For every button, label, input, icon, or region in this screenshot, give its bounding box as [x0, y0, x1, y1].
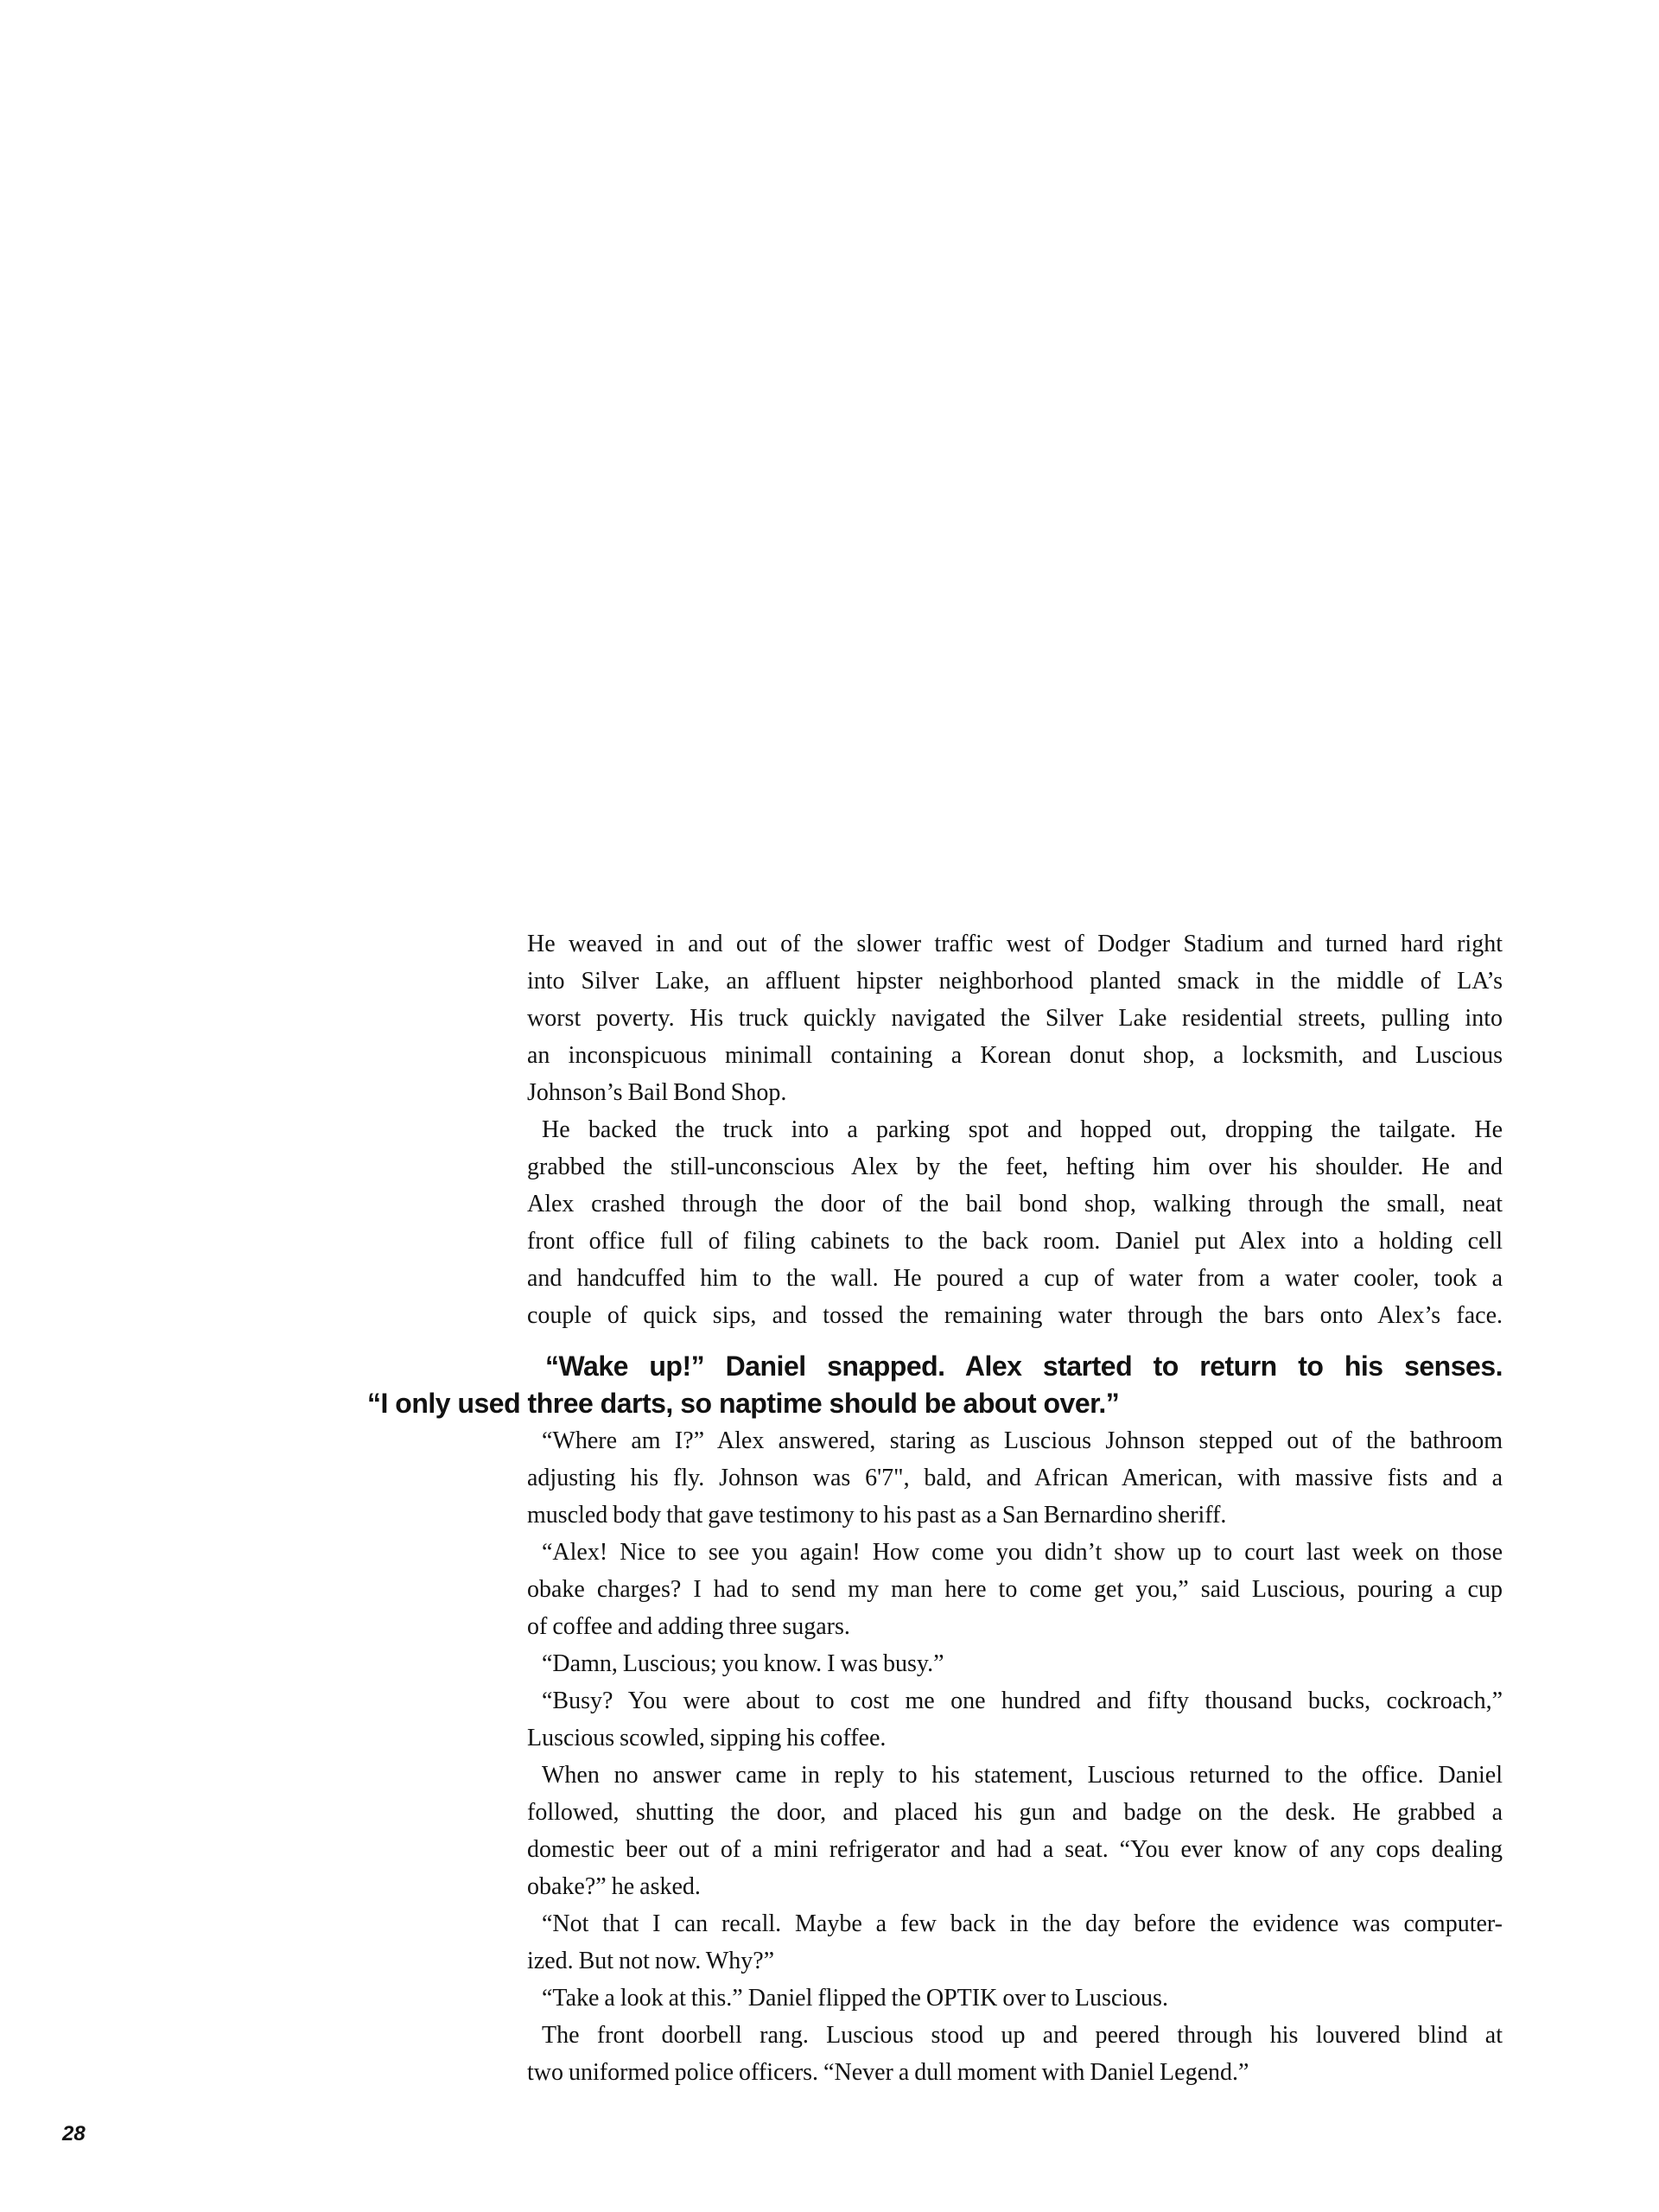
emphasized-text-line: “I only used three darts, so naptime should be about over.” [367, 1388, 1120, 1419]
text-line: Alex crashed through the door of the bail bond shop, walking through the small, neat [527, 1191, 1503, 1217]
text-line: and handcuffed him to the wall. He poured a cup of water from a water cooler, took a [527, 1265, 1503, 1292]
body-text-block [367, 925, 1503, 2091]
text-line: Luscious scowled, sipping his coffee. [527, 1725, 887, 1751]
text-line: obake?” he asked. [527, 1873, 701, 1900]
text-line: muscled body that gave testimony to his past as a San Bernardino sheriff. [527, 1502, 1227, 1529]
text-line: “Alex! Nice to see you again! How come you didn’t show up to court last week on those [542, 1539, 1503, 1566]
text-line: an inconspicuous minimall containing a Korean donut shop, a locksmith, and Luscious [527, 1042, 1503, 1069]
text-line: into Silver Lake, an affluent hipster neighborhood planted smack in the middle of LA’s [527, 968, 1503, 995]
text-line: couple of quick sips, and tossed the remaining water through the bars onto Alex’s face. [527, 1302, 1503, 1329]
text-line: “Take a look at this.” Daniel flipped the OPTIK over to Luscious. [542, 1985, 1168, 2012]
text-line: front office full of filing cabinets to the back room. Daniel put Alex into a holding cell [527, 1228, 1503, 1255]
text-line: “Damn, Luscious; you know. I was busy.” [542, 1650, 944, 1677]
text-line: worst poverty. His truck quickly navigated the Silver Lake residential streets, pulling into [527, 1005, 1503, 1032]
page-number: 28 [62, 2122, 86, 2145]
text-line: The front doorbell rang. Luscious stood up and peered through his louvered blind at [542, 2022, 1503, 2049]
text-line: grabbed the still-unconscious Alex by the feet, hefting him over his shoulder. He and [527, 1154, 1503, 1180]
text-line: ized. But not now. Why?” [527, 1948, 775, 1974]
text-line: of coffee and adding three sugars. [527, 1613, 850, 1640]
text-line: He backed the truck into a parking spot and hopped out, dropping the tailgate. He [542, 1116, 1503, 1143]
text-line: adjusting his fly. Johnson was 6'7", bald, and African American, with massive fists and a [527, 1465, 1503, 1491]
text-line: “Not that I can recall. Maybe a few back in the day before the evidence was computer- [542, 1910, 1503, 1937]
text-line: “Busy? You were about to cost me one hundred and fifty thousand bucks, cockroach,” [542, 1688, 1503, 1714]
text-line: Johnson’s Bail Bond Shop. [527, 1079, 787, 1106]
text-line: domestic beer out of a mini refrigerator and had a seat. “You ever know of any cops dealing [527, 1836, 1503, 1863]
text-line: obake charges? I had to send my man here to come get you,” said Luscious, pouring a cup [527, 1576, 1503, 1603]
text-line: He weaved in and out of the slower traffic west of Dodger Stadium and turned hard right [527, 931, 1503, 957]
text-line: followed, shutting the door, and placed his gun and badge on the desk. He grabbed a [527, 1799, 1503, 1826]
text-line: “Where am I?” Alex answered, staring as Luscious Johnson stepped out of the bathroom [542, 1427, 1503, 1454]
emphasized-text-line: “Wake up!” Daniel snapped. Alex started to return to his senses. [545, 1351, 1503, 1382]
text-line: two uniformed police officers. “Never a dull moment with Daniel Legend.” [527, 2059, 1249, 2086]
text-line: When no answer came in reply to his statement, Luscious returned to the office. Daniel [542, 1762, 1503, 1789]
